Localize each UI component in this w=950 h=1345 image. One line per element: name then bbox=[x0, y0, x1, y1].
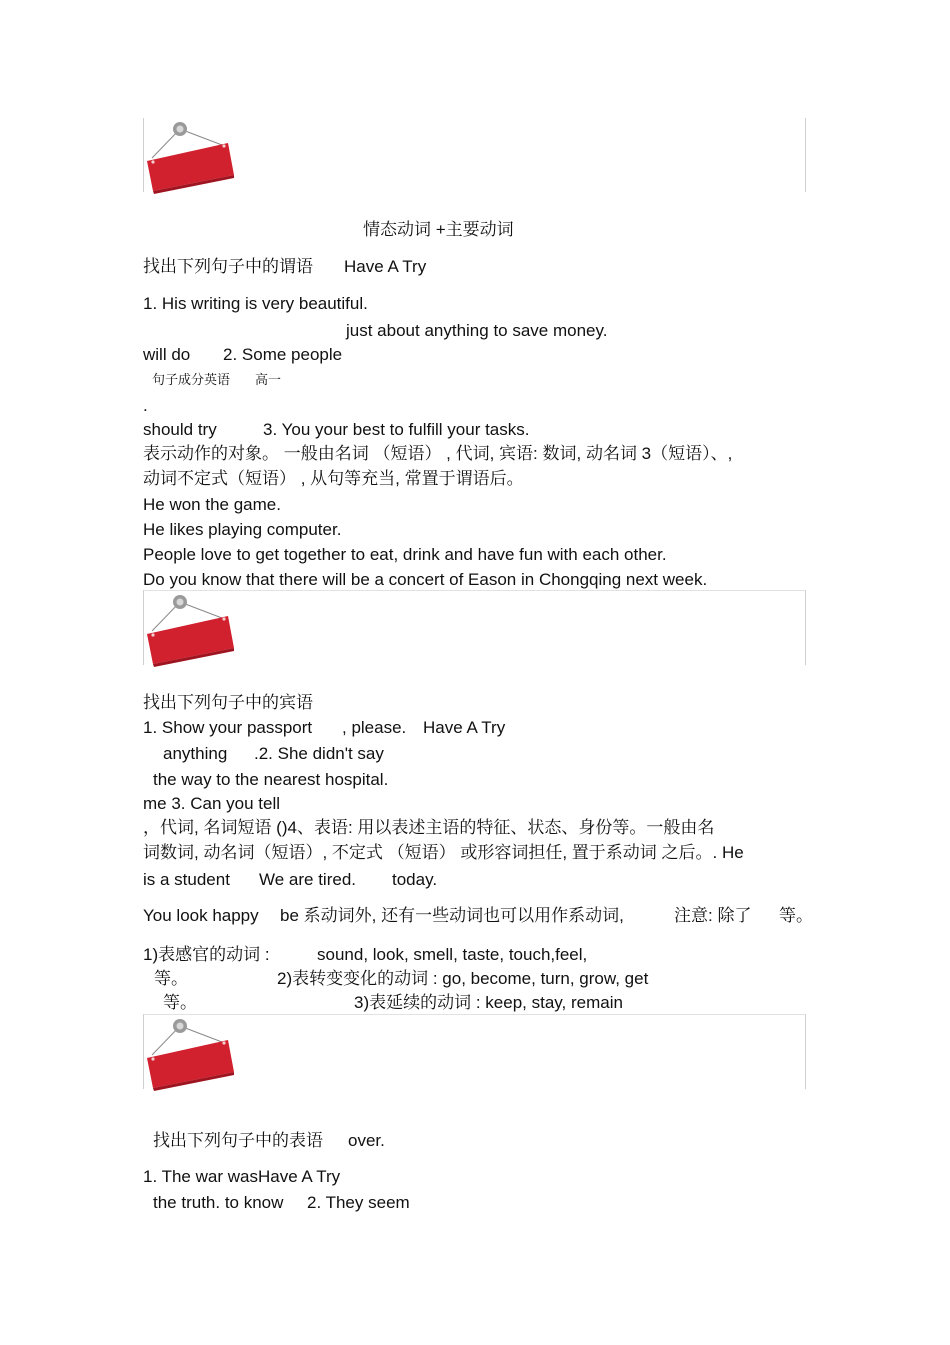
s1-subtitle-b: 高一 bbox=[255, 372, 282, 387]
object-example-4: Do you know that there will be a concert of Eason in Chongqing next week. bbox=[143, 570, 708, 589]
s3-sentence-1: 1. The war wasHave A Try bbox=[143, 1167, 341, 1186]
s2-sentence-2: .2. She didn't say bbox=[254, 744, 384, 763]
s2-answer-1: anything bbox=[163, 744, 228, 763]
sense-verbs-list: sound, look, smell, taste, touch,feel, bbox=[317, 945, 588, 964]
object-example-1: He won the game. bbox=[143, 495, 281, 514]
s1-dot: . bbox=[143, 396, 148, 415]
hanging-red-sign-icon bbox=[144, 591, 236, 667]
continue-verbs: 3)表延续的动词 : keep, stay, remain bbox=[354, 993, 623, 1012]
object-example-2: He likes playing computer. bbox=[143, 520, 342, 539]
slide-frame-2 bbox=[143, 590, 806, 665]
sense-verbs-label: 1)表感官的动词 : bbox=[143, 945, 270, 964]
section1-have-a-try: Have A Try bbox=[344, 257, 427, 276]
slide-frame-1 bbox=[143, 118, 806, 192]
s3-sentence-2: 2. They seem bbox=[307, 1193, 410, 1212]
object-definition-2: 动词不定式（短语） , 从句等充当, 常置于谓语后。 bbox=[143, 469, 524, 488]
linking-verb-note: be 系动词外, 还有一些动词也可以用作系动词, bbox=[280, 906, 624, 925]
section1-heading: 找出下列句子中的谓语 bbox=[143, 257, 313, 276]
s1-answer-1: will do bbox=[143, 345, 191, 364]
object-example-3: People love to get together to eat, drink and have fun with each other. bbox=[143, 545, 667, 564]
s1-subtitle-a: 句子成分英语 bbox=[152, 372, 231, 387]
s1-sentence-1: 1. His writing is very beautiful. bbox=[143, 294, 368, 313]
hanging-red-sign-icon bbox=[144, 118, 236, 194]
linking-verb-attention: 注意: 除了 bbox=[674, 906, 752, 925]
slide-frame-3 bbox=[143, 1014, 806, 1089]
section2-have-a-try: Have A Try bbox=[423, 718, 506, 737]
s1-answer-2: should try bbox=[143, 420, 217, 439]
change-verbs: 2)表转变变化的动词 : go, become, turn, grow, get bbox=[277, 969, 649, 988]
section2-heading: 找出下列句子中的宾语 bbox=[143, 693, 313, 712]
s3-answer-2: the truth. to know bbox=[153, 1193, 284, 1212]
hanging-red-sign-icon bbox=[144, 1015, 236, 1091]
s3-answer-over: over. bbox=[348, 1131, 385, 1150]
s2-sentence-1a: 1. Show your passport bbox=[143, 718, 313, 737]
linking-verb-etc: 等。 bbox=[779, 906, 813, 925]
predicative-example-3: today. bbox=[392, 870, 438, 889]
sense-verbs-etc: 等。 bbox=[154, 969, 188, 988]
predicative-definition-2: 词数词, 动名词（短语）, 不定式 （短语） 或形容词担任, 置于系动词 之后。. He bbox=[143, 843, 744, 862]
section3-heading: 找出下列句子中的表语 bbox=[153, 1131, 323, 1150]
s1-sentence-2: just about anything to save money. bbox=[346, 321, 608, 340]
predicative-definition-1: ，代词, 名词短语 ()4、表语: 用以表述主语的特征、状态、身份等。一般由名 bbox=[143, 818, 715, 837]
predicative-example-1: is a student bbox=[143, 870, 230, 889]
s2-sentence-1b: , please. bbox=[342, 718, 407, 737]
s1-sentence-3: 2. Some people bbox=[223, 345, 343, 364]
s1-sentence-4: 3. You your best to fulfill your tasks. bbox=[263, 420, 530, 439]
s2-sentence-4: me 3. Can you tell bbox=[143, 794, 281, 813]
s2-sentence-3: the way to the nearest hospital. bbox=[153, 770, 389, 789]
linking-verb-example: You look happy bbox=[143, 906, 259, 925]
change-verbs-etc: 等。 bbox=[163, 993, 197, 1012]
object-definition-1: 表示动作的对象。 一般由名词 （短语） , 代词, 宾语: 数词, 动名词 3（短语）、, bbox=[143, 444, 733, 463]
predicative-example-2: We are tired. bbox=[259, 870, 357, 889]
page-title: 情态动词 +主要动词 bbox=[363, 220, 514, 239]
